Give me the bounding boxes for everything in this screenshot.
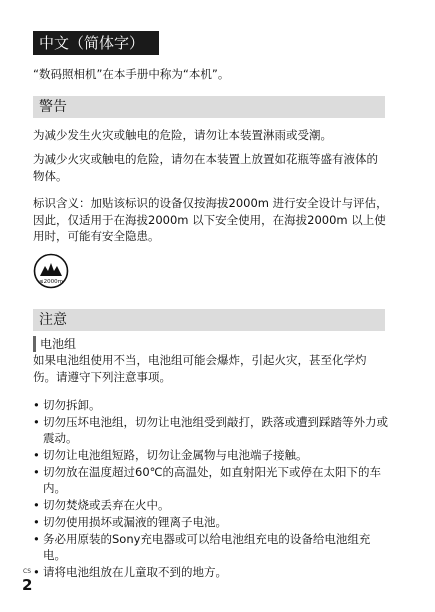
list-item: • 务必用原装的Sony充电器或可以给电池组充电的设备给电池组充电。 [33, 532, 371, 562]
caution-bullet-list [33, 397, 388, 581]
altitude-limit-icon [33, 253, 69, 289]
warning-paragraph-1: 为减少发生火灾或触电的危险，请勿让本装置淋雨或受潮。 [33, 128, 332, 142]
list-item: • 请将电池组放在儿童取不到的地方。 [33, 565, 227, 579]
list-item: • 切勿使用损坏或漏液的锂离子电池。 [33, 515, 227, 529]
list-item: • 切勿放在温度超过60℃的高温处，如直射阳光下或停在太阳下的车内。 [33, 465, 382, 495]
warning-paragraph-2: 为减少火灾或触电的危险，请勿在本装置上放置如花瓶等盛有液体的物体。 [33, 152, 378, 183]
list-item: • 切勿拆卸。 [33, 398, 101, 412]
warning-heading: 警告 [33, 96, 385, 118]
list-item: • 切勿让电池组短路，切勿让金属物与电池端子接触。 [33, 448, 308, 462]
list-item: • 切勿压坏电池组，切勿让电池组受到敲打，跌落或遭到踩踏等外力或震动。 [33, 415, 388, 445]
caution-heading: 注意 [33, 309, 385, 331]
altitude-icon-label: ≤2000m [39, 279, 63, 285]
intro-text: “数码照相机”在本手册中称为“本机”。 [33, 67, 230, 81]
battery-subheading: 电池组 [33, 336, 76, 352]
caution-paragraph: 如果电池组使用不当，电池组可能会爆炸，引起火灾，甚至化学灼伤。请遵守下列注意事项。 [33, 353, 367, 384]
language-code: CS [23, 568, 31, 575]
page-number: 2 [22, 576, 33, 594]
warning-paragraph-3: 标识含义：加贴该标识的设备仅按海拔2000m 进行安全设计与评估，因此，仅适用于在海拔2000m 以下安全使用，在海拔2000m 以上使用时，可能有安全隐患。 [33, 196, 388, 243]
list-item: • 切勿焚烧或丢弃在火中。 [33, 498, 170, 512]
language-header: 中文（简体字） [33, 31, 159, 55]
